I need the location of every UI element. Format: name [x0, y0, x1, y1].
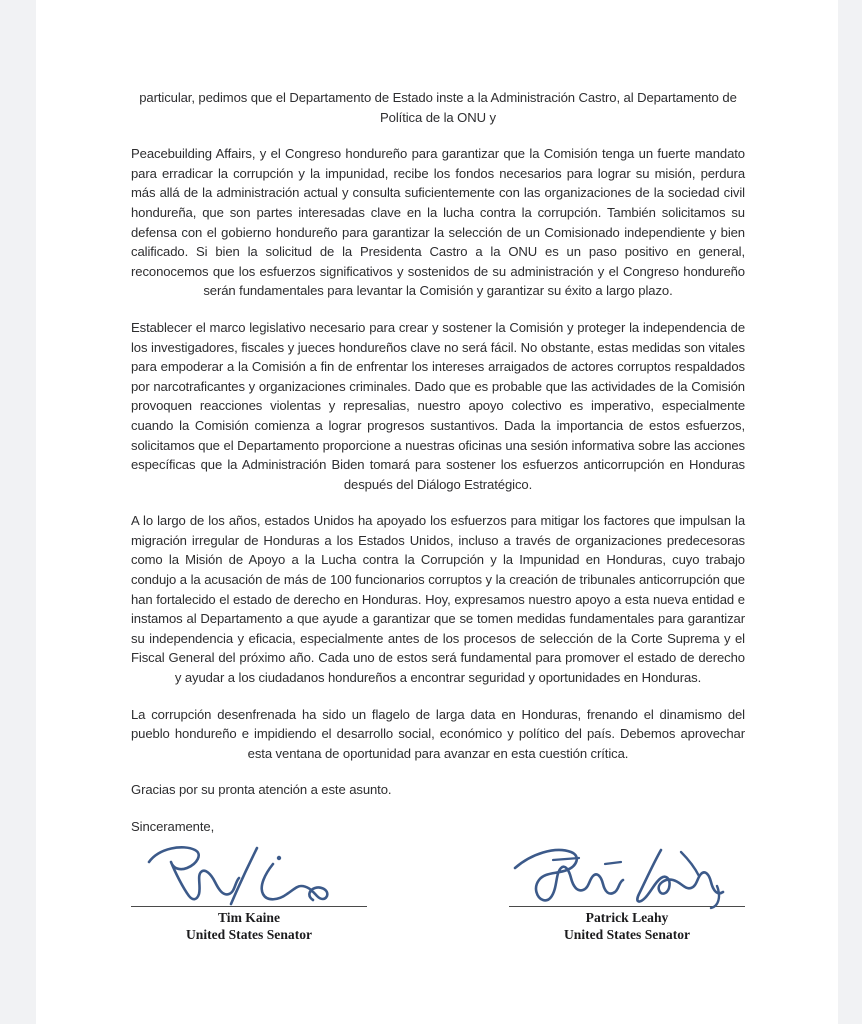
patrick-leahy-handwritten-signature-icon: [509, 838, 745, 906]
signer-title: United States Senator: [563, 926, 691, 942]
signer-name: Tim Kaine: [217, 910, 281, 925]
signer-title: United States Senator: [185, 926, 313, 942]
paragraph-continuation: particular, pedimos que el Departamento de Estado inste a la Administración Castro, al Departamento de Política de la ONU y: [139, 90, 737, 125]
thanks-line: Gracias por su pronta atención a este asunto.: [131, 782, 392, 798]
paragraph-corruption-conclusion: La corrupción desenfrenada ha sido un flagelo de larga data en Honduras, frenando el dinamismo del pueblo hondureño e impidiendo el desarrollo social, económico y político del país. Debemos aprovechar esta ventana de oportunidad para avanzar en esta cuestión crítica.: [131, 706, 745, 761]
closing-line: Sinceramente,: [131, 819, 215, 834]
paragraph-migration-history: A lo largo de los años, estados Unidos ha apoyado los esfuerzos para mitigar los factores que impulsan la migración irregular de Honduras a los Estados Unidos, incluso a través de organizaciones predecesoras como la Misión de Apoyo a la Lucha contra la Corrupción y la Impunidad en Honduras, cuyo trabajo condujo a la acusación de más de 100 funcionarios corruptos y la creación de tribunales anticorrupción que han fortalecido el estado de derecho en Honduras. Hoy, expresamos nuestro apoyo a esta nueva entidad e instamos al Departamento a que ayude a garantizar que se tomen medidas fundamentales para garantizar su independencia y eficacia, especialmente antes de los procesos de selección de la Corte Suprema y el Fiscal General del próximo año. Cada uno de estos será fundamental para promover el estado de derecho y ayudar a los ciudadanos hondureños a encontrar seguridad y oportunidades en Honduras.: [131, 513, 745, 686]
paragraph-legislative-framework: Establecer el marco legislativo necesario para crear y sostener la Comisión y proteger la independencia de los investigadores, fiscales y jueces hondureños clave no será fácil. No obstante, estas medidas son vitales para empoderar a la Comisión a fin de enfrentar los intereses arraigados de actores corruptos respaldados por narcotraficantes y organizaciones criminales. Dado que es probable que las actividades de la Comisión provoquen reacciones violentas y represalias, nuestro apoyo colectivo es imperativo, especialmente cuando la Comisión comienza a lograr progresos sustantivos. Dada la importancia de estos esfuerzos, solicitamos que el Departamento proporcione a nuestras oficinas una sesión informativa sobre las acciones específicas que la Administración Biden tomará para sostener los esfuerzos anticorrupción en Honduras después del Diálogo Estratégico.: [131, 319, 745, 492]
signer-name: Patrick Leahy: [585, 910, 669, 925]
letter-page: [36, 0, 838, 1024]
signature-block-patrick-leahy: [509, 838, 745, 943]
letter-body-text: [131, 88, 745, 854]
paragraph-peacebuilding-mandate: Peacebuilding Affairs, y el Congreso hondureño para garantizar que la Comisión tenga un fuerte mandato para erradicar la corrupción y la impunidad, recibe los fondos necesarios para lograr su misión, perdura más allá de la administración actual y consulta suficientemente con las organizaciones de la sociedad civil hondureña, que son partes interesadas clave en la lucha contra la corrupción. También solicitamos su defensa con el gobierno hondureño para garantizar la selección de un Comisionado independiente y bien calificado. Si bien la solicitud de la Presidenta Castro a la ONU es un paso positivo en general, reconocemos que los esfuerzos significativos y sostenidos de su administración y el Congreso hondureño serán fundamentales para levantar la Comisión y garantizar su éxito a largo plazo.: [131, 146, 745, 299]
signature-block-tim-kaine: [131, 838, 367, 943]
signature-area: [131, 838, 745, 943]
tim-kaine-handwritten-signature-icon: [131, 838, 367, 906]
